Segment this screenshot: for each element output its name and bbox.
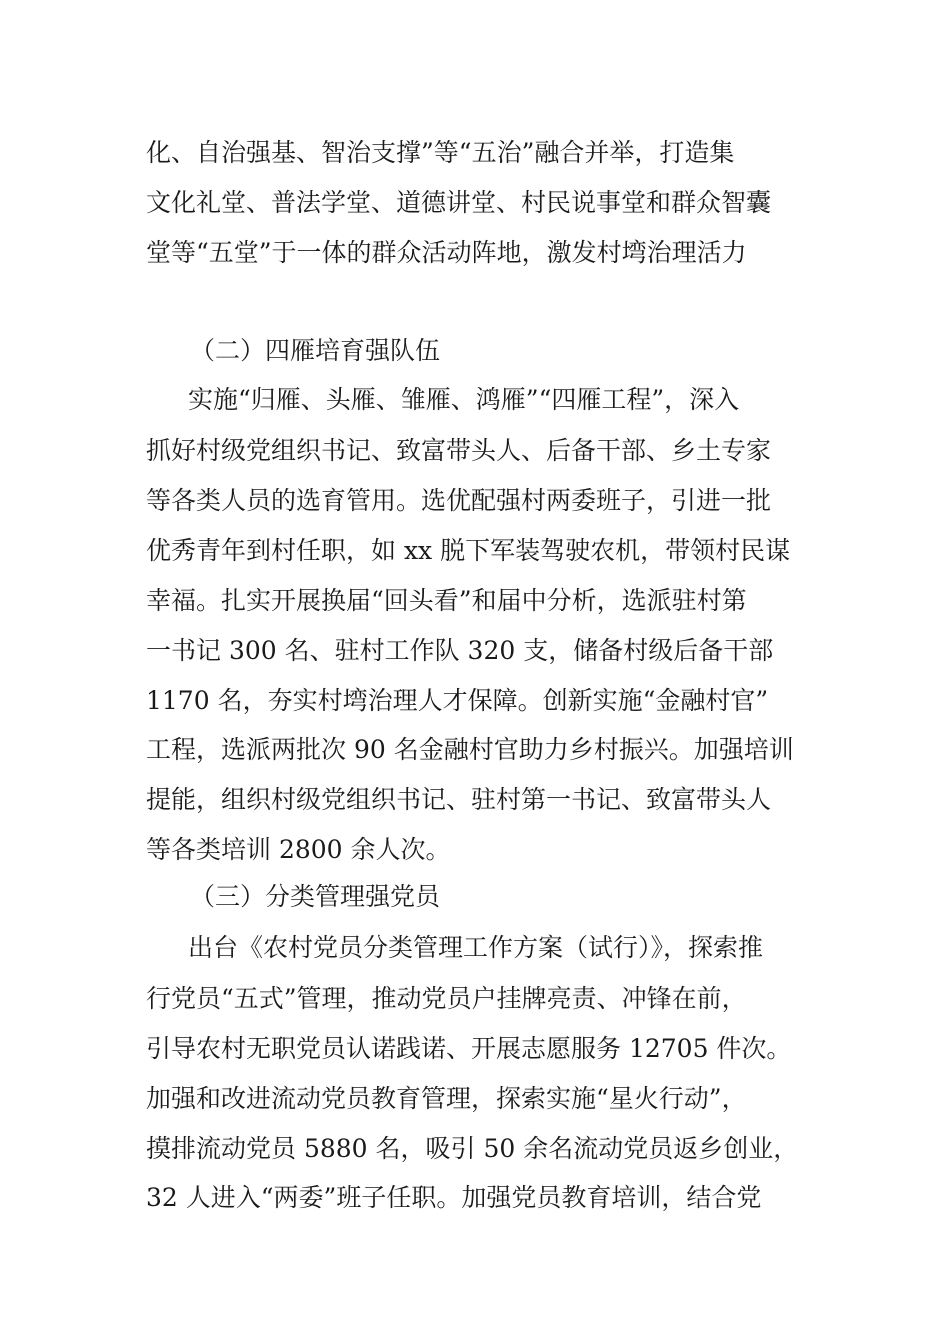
body-line: 加强和改进流动党员教育管理，探索实施“星火行动”， <box>146 1084 747 1113</box>
body-line: 行党员“五式”管理，推动党员户挂牌亮责、冲锋在前， <box>146 984 747 1013</box>
body-line: 优秀青年到村任职，如 xx 脱下军装驾驶农机，带领村民谋 <box>146 536 791 565</box>
body-line: 文化礼堂、普法学堂、道德讲堂、村民说事堂和群众智囊 <box>146 188 772 217</box>
body-line: 出台《农村党员分类管理工作方案（试行）》，探索推 <box>188 933 764 962</box>
body-line: 引导农村无职党员认诺践诺、开展志愿服务 12705 件次。 <box>146 1034 792 1063</box>
section-heading: （三）分类管理强党员 <box>190 882 441 911</box>
body-line: 化、自治强基、智治支撑”等“五治”融合并举，打造集 <box>146 138 735 167</box>
body-line: 提能，组织村级党组织书记、驻村第一书记、致富带头人 <box>146 785 772 814</box>
body-line: 一书记 300 名、驻村工作队 320 支，储备村级后备干部 <box>146 636 774 665</box>
section-heading: （二）四雁培育强队伍 <box>190 336 441 365</box>
body-line: 摸排流动党员 5880 名，吸引 50 余名流动党员返乡创业， <box>146 1134 799 1163</box>
body-line: 32 人进入“两委”班子任职。加强党员教育培训，结合党 <box>146 1183 762 1212</box>
body-line: 实施“归雁、头雁、雏雁、鸿雁”“四雁工程”，深入 <box>188 385 740 414</box>
body-line: 工程，选派两批次 90 名金融村官助力乡村振兴。加强培训 <box>146 735 794 764</box>
body-line: 等各类人员的选育管用。选优配强村两委班子，引进一批 <box>146 486 772 515</box>
body-line: 1170 名，夯实村塆治理人才保障。创新实施“金融村官” <box>146 686 769 715</box>
body-line: 等各类培训 2800 余人次。 <box>146 835 451 864</box>
body-line: 幸福。扎实开展换届“回头看”和届中分析，选派驻村第 <box>146 586 747 615</box>
body-line: 堂等“五堂”于一体的群众活动阵地，激发村塆治理活力 <box>146 238 747 267</box>
body-line: 抓好村级党组织书记、致富带头人、后备干部、乡土专家 <box>146 436 772 465</box>
